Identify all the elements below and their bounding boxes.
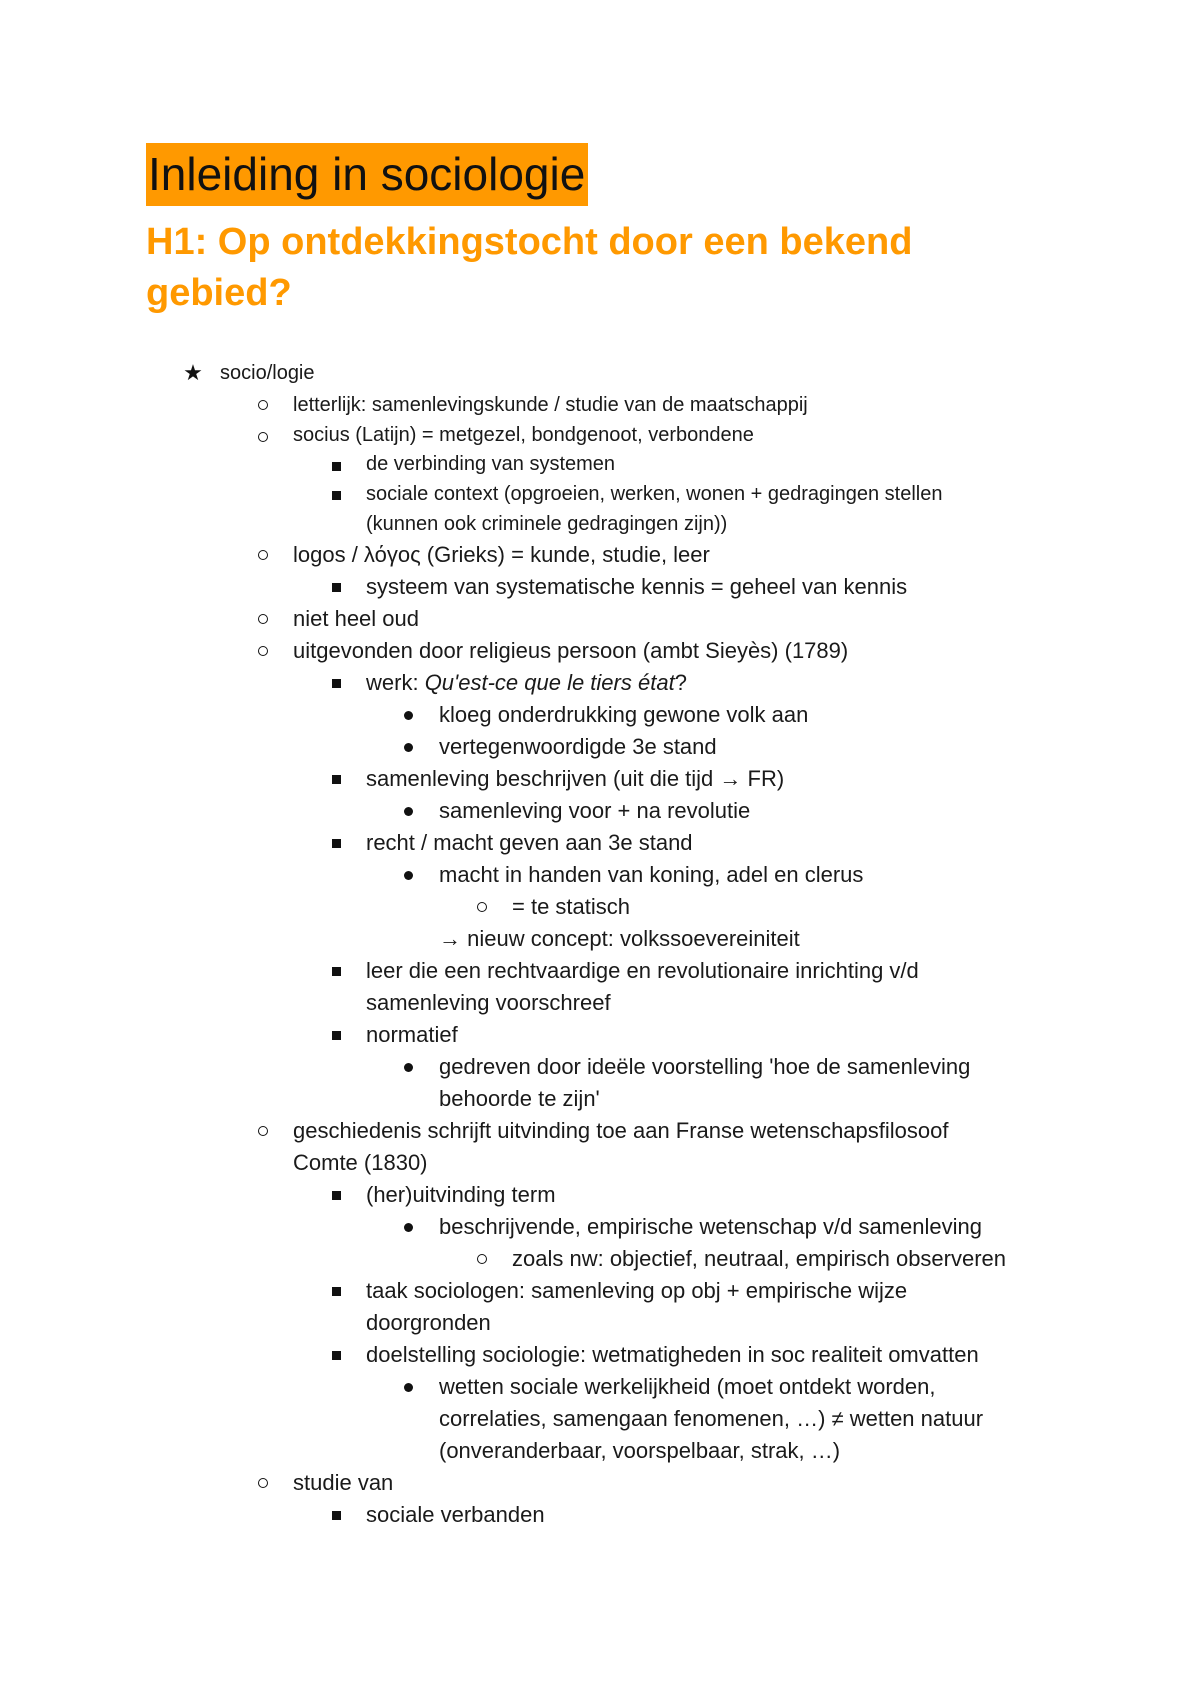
list-item-text: macht in handen van koning, adel en clerus xyxy=(439,862,864,887)
filled-dot-bullet-icon xyxy=(400,795,416,827)
list-item xyxy=(0,955,1200,1019)
outline-list xyxy=(0,357,1200,1531)
list-item xyxy=(0,923,1200,955)
hollow-circle-bullet-icon xyxy=(255,1467,271,1499)
list-item xyxy=(0,635,1200,667)
square-bullet-icon xyxy=(328,1019,344,1051)
square-bullet-icon xyxy=(328,1499,344,1531)
list-item xyxy=(0,1179,1200,1211)
hollow-circle-bullet-icon xyxy=(255,1115,271,1147)
werk-prefix: werk: xyxy=(366,670,425,695)
list-item-text: socius (Latijn) = metgezel, bondgenoot, verbondene xyxy=(293,424,754,446)
list-item-text: samenleving voorschreef xyxy=(366,990,611,1015)
list-item-text: behoorde te zijn' xyxy=(439,1086,600,1111)
list-item-text: taak sociologen: samenleving op obj + empirische wijze xyxy=(366,1278,908,1303)
list-item-text: samenleving voor + na revolutie xyxy=(439,798,751,823)
list-item-text: (kunnen ook criminele gedragingen zijn)) xyxy=(366,513,728,535)
list-item-text: wetten sociale werkelijkheid (moet ontdekt worden, xyxy=(439,1374,936,1399)
list-item xyxy=(0,389,1200,421)
list-item-text: → nieuw concept: volkssoevereiniteit xyxy=(439,926,800,951)
square-bullet-icon xyxy=(328,827,344,859)
list-item-text: doelstelling sociologie: wetmatigheden in soc realiteit omvatten xyxy=(366,1342,979,1367)
square-bullet-icon xyxy=(328,667,344,699)
list-item xyxy=(0,1115,1200,1179)
document-title: Inleiding in sociologie xyxy=(146,143,588,206)
list-item xyxy=(0,859,1200,891)
list-item-text: recht / macht geven aan 3e stand xyxy=(366,830,693,855)
list-item xyxy=(0,795,1200,827)
list-item xyxy=(0,603,1200,635)
list-item xyxy=(0,1243,1200,1275)
list-item-text: geschiedenis schrijft uitvinding toe aan Franse wetenschapsfilosoof xyxy=(293,1118,949,1143)
list-item-text: correlaties, samengaan fenomenen, …) ≠ wetten natuur xyxy=(439,1406,984,1431)
list-item xyxy=(0,1051,1200,1115)
list-item xyxy=(0,1275,1200,1339)
list-item-text: logos / λόγος (Grieks) = kunde, studie, leer xyxy=(293,542,710,567)
chapter-heading: H1: Op ontdekkingstocht door een bekend gebied? xyxy=(146,221,913,314)
square-bullet-icon xyxy=(328,571,344,603)
list-item-text: systeem van systematische kennis = geheel van kennis xyxy=(366,574,908,599)
list-item xyxy=(0,450,1200,479)
list-item xyxy=(0,357,1200,389)
hollow-circle-bullet-icon xyxy=(255,635,271,667)
filled-dot-bullet-icon xyxy=(400,859,416,891)
list-item-text: niet heel oud xyxy=(293,606,419,631)
werk-title: Qu'est-ce que le tiers état xyxy=(424,670,675,695)
square-bullet-icon xyxy=(328,1275,344,1307)
list-item xyxy=(0,1339,1200,1371)
square-bullet-icon xyxy=(328,450,344,482)
filled-dot-bullet-icon xyxy=(400,1211,416,1243)
list-item-text: zoals nw: objectief, neutraal, empirisch observeren xyxy=(512,1246,1007,1271)
list-item-text: leer die een rechtvaardige en revolutionaire inrichting v/d xyxy=(366,958,919,983)
filled-dot-bullet-icon xyxy=(400,699,416,731)
list-item xyxy=(0,763,1200,795)
star-bullet-icon: ★ xyxy=(183,360,203,385)
list-item xyxy=(0,421,1200,450)
list-item-text: socio/logie xyxy=(220,362,315,384)
list-item-text: vertegenwoordigde 3e stand xyxy=(439,734,717,759)
square-bullet-icon xyxy=(328,479,344,511)
list-item xyxy=(0,667,1200,699)
filled-dot-bullet-icon xyxy=(400,1371,416,1403)
list-item-text: (her)uitvinding term xyxy=(366,1182,556,1207)
list-item-text: sociale verbanden xyxy=(366,1502,545,1527)
hollow-circle-bullet-icon xyxy=(255,421,271,453)
list-item xyxy=(0,539,1200,571)
square-bullet-icon xyxy=(328,1179,344,1211)
list-item-text: doorgronden xyxy=(366,1310,491,1335)
list-item-text: gedreven door ideële voorstelling 'hoe de samenleving xyxy=(439,1054,971,1079)
square-bullet-icon xyxy=(328,763,344,795)
list-item xyxy=(0,1499,1200,1531)
filled-dot-bullet-icon xyxy=(400,1051,416,1083)
square-bullet-icon xyxy=(328,955,344,987)
list-item xyxy=(0,827,1200,859)
list-item-text: samenleving beschrijven (uit die tijd → FR) xyxy=(366,766,785,791)
werk-suffix: ? xyxy=(674,670,687,695)
list-item xyxy=(0,891,1200,923)
hollow-circle-bullet-icon xyxy=(255,389,271,421)
list-item-text: uitgevonden door religieus persoon (ambt Sieyès) (1789) xyxy=(293,638,849,663)
filled-dot-bullet-icon xyxy=(400,731,416,763)
list-item-text: kloeg onderdrukking gewone volk aan xyxy=(439,702,809,727)
list-item xyxy=(0,1019,1200,1051)
list-item-text xyxy=(366,667,1200,699)
list-item-text: = te statisch xyxy=(512,894,631,919)
list-item xyxy=(0,1371,1200,1467)
list-item xyxy=(0,1211,1200,1243)
list-item xyxy=(0,731,1200,763)
hollow-circle-bullet-icon xyxy=(474,891,490,923)
list-item-text: normatief xyxy=(366,1022,458,1047)
square-bullet-icon xyxy=(328,1339,344,1371)
list-item-text: studie van xyxy=(293,1470,394,1495)
list-item xyxy=(0,699,1200,731)
list-item-text: beschrijvende, empirische wetenschap v/d samenleving xyxy=(439,1214,982,1239)
hollow-circle-bullet-icon xyxy=(255,603,271,635)
list-item-text: de verbinding van systemen xyxy=(366,453,616,475)
list-item-text: Comte (1830) xyxy=(293,1150,428,1175)
list-item xyxy=(0,1467,1200,1499)
list-item-text: (onveranderbaar, voorspelbaar, strak, …) xyxy=(439,1438,841,1463)
list-item xyxy=(0,571,1200,603)
list-item xyxy=(0,479,1200,539)
hollow-circle-bullet-icon xyxy=(255,539,271,571)
list-item-text: letterlijk: samenlevingskunde / studie van de maatschappij xyxy=(293,394,808,416)
list-item-text: sociale context (opgroeien, werken, wonen + gedragingen stellen xyxy=(366,483,943,505)
hollow-circle-bullet-icon xyxy=(474,1243,490,1275)
